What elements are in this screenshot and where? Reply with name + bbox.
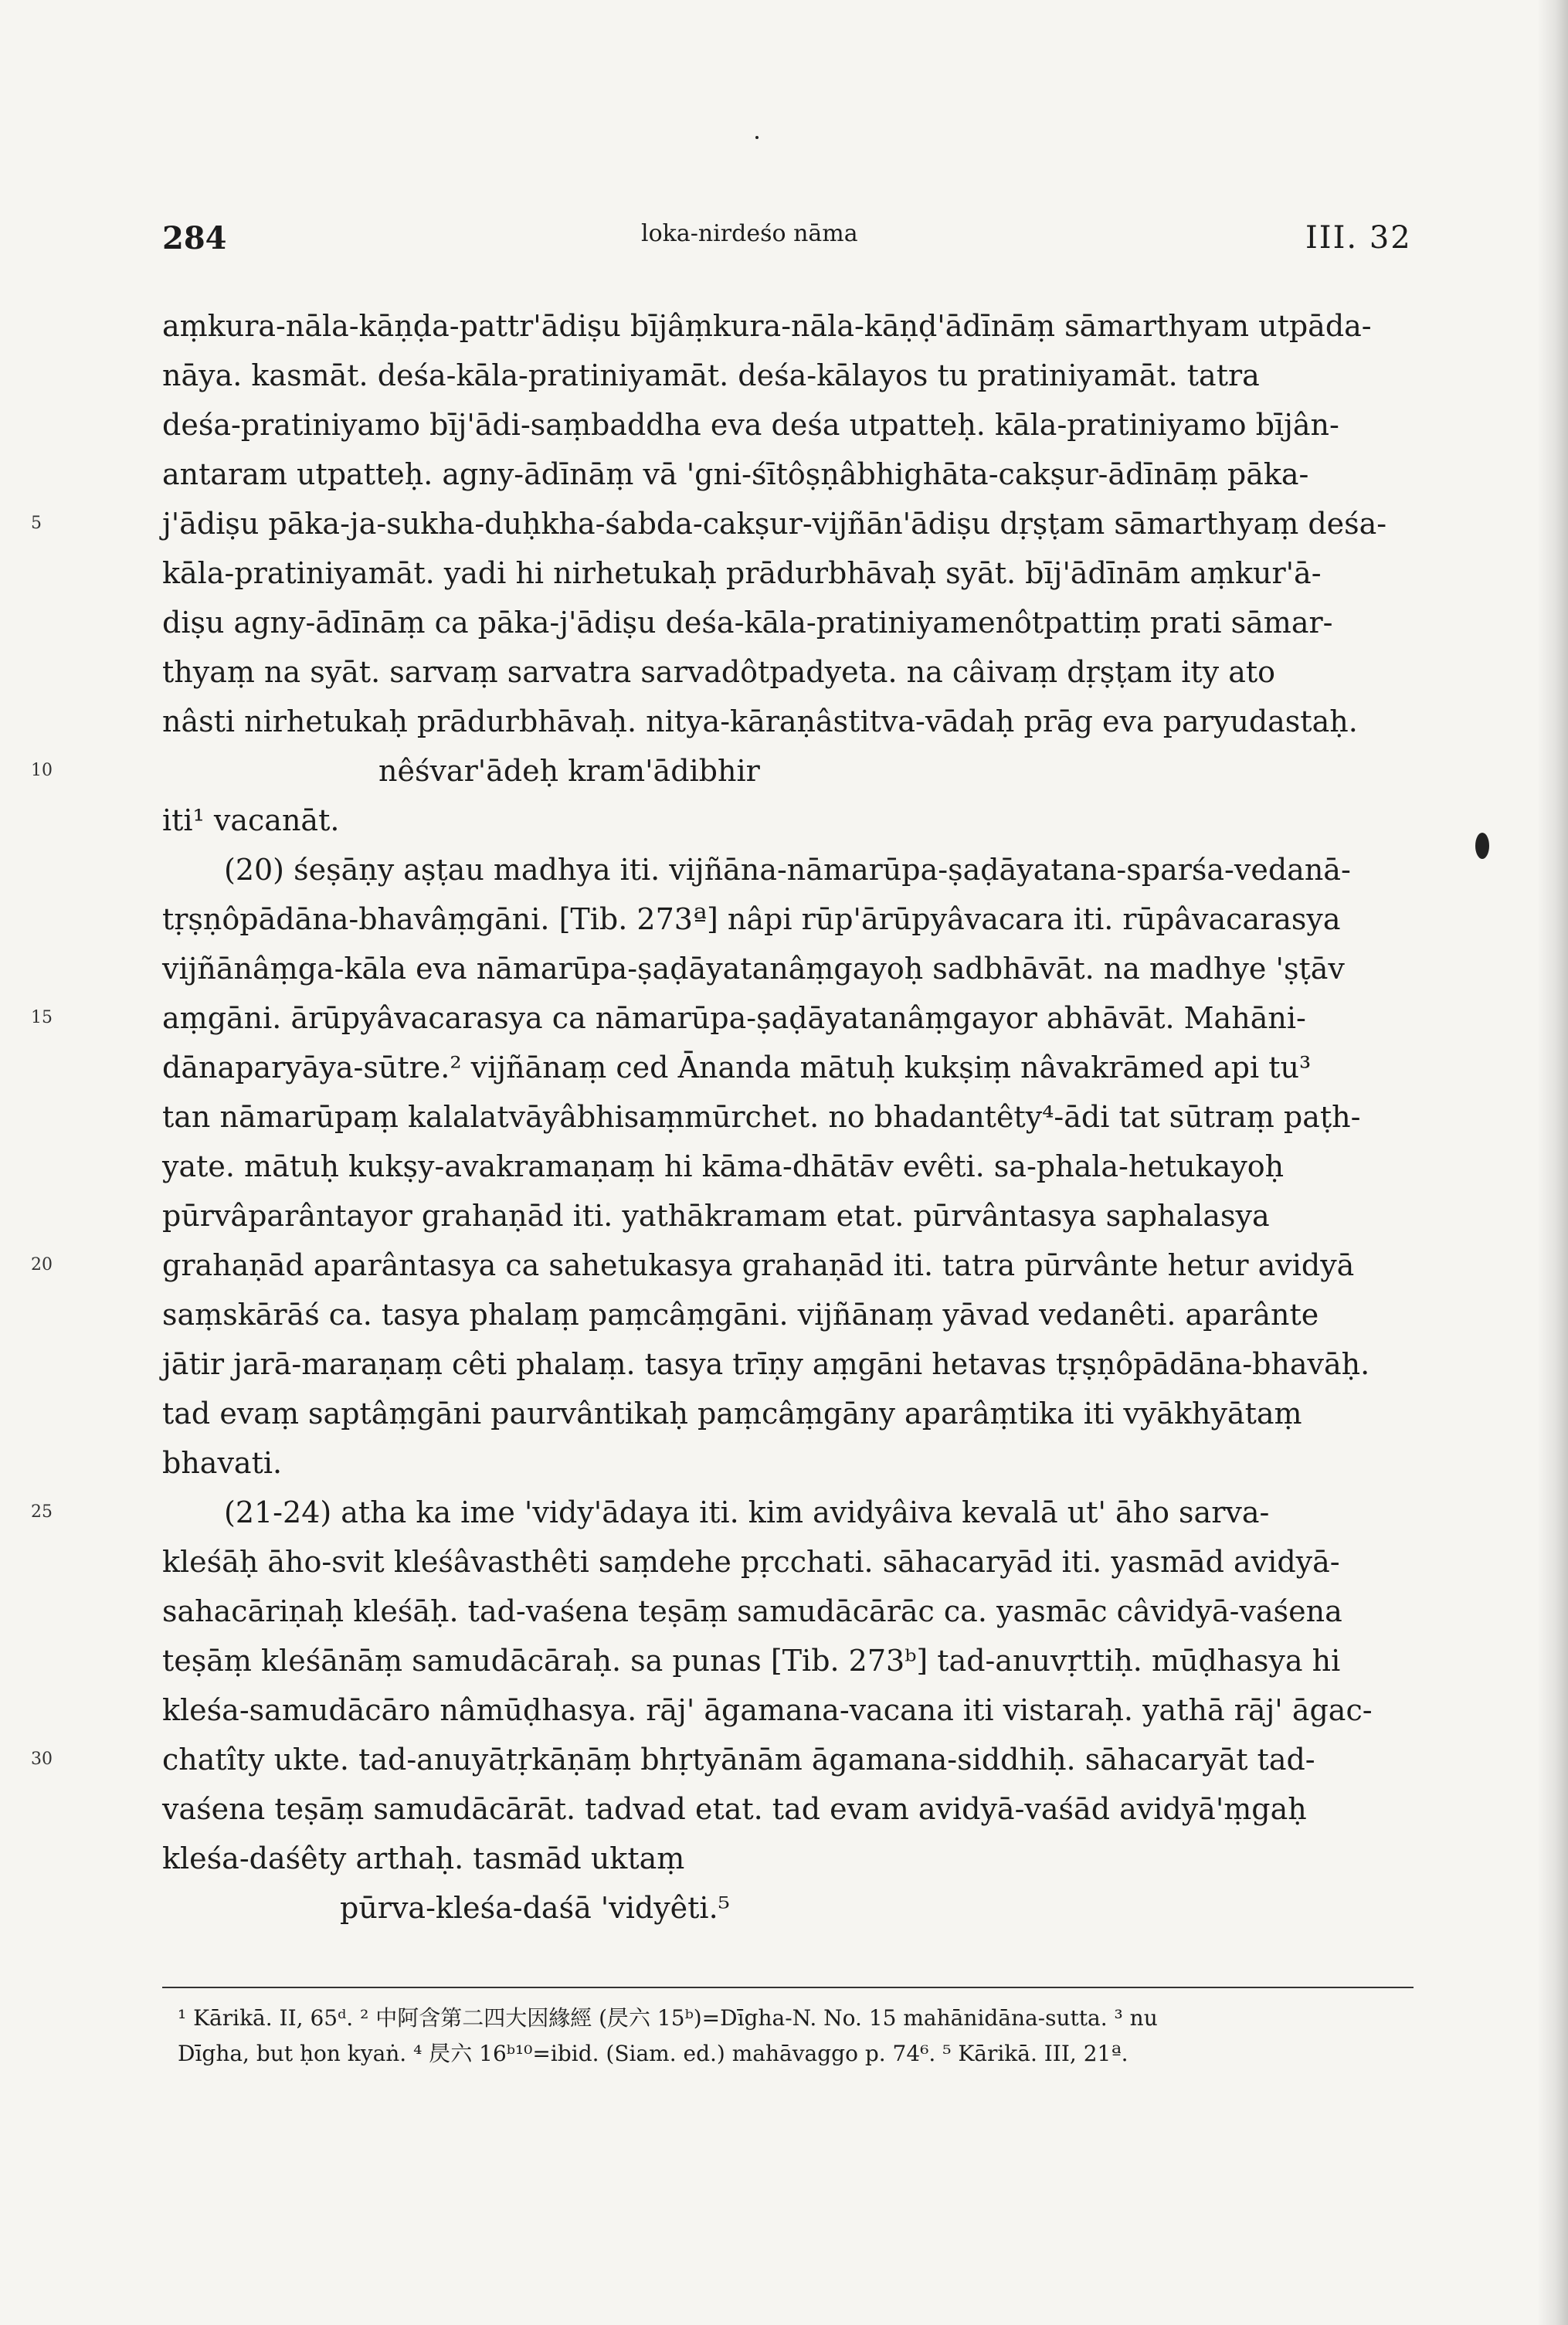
line-text: dānaparyāya-sūtre.² vijñānaṃ ced Ānanda mātuḥ kukṣiṃ nâvakrāmed api tu³ <box>162 1050 1312 1084</box>
line-text: sahacāriṇaḥ kleśāḥ. tad-vaśena teṣāṃ samudācārāc ca. yasmāc câvidyā-vaśena <box>162 1594 1342 1628</box>
line-text: j'ādiṣu pāka-ja-sukha-duḥkha-śabda-cakṣur-vijñān'ādiṣu dṛṣṭam sāmarthyaṃ deśa- <box>162 507 1387 541</box>
text-line <box>162 944 1414 993</box>
page-number: 284 <box>162 220 227 256</box>
text-line <box>31 746 1414 796</box>
footnote-line: ¹ Kārikā. II, 65ᵈ. ² 中阿含第二四大因緣經 (昃六 15ᵇ)=Dīgha-N. No. 15 mahānidāna-sutta. ³ nu <box>178 2005 1158 2031</box>
footnote-line: Dīgha, but ḥon kyaṅ. ⁴ 昃六 16ᵇ¹⁰=ibid. (Siam. ed.) mahāvaggo p. 74⁶. ⁵ Kārikā. III, 21ª. <box>178 2041 1128 2066</box>
line-text: thyaṃ na syāt. sarvaṃ sarvatra sarvadôtpadyeta. na câivaṃ dṛṣṭam ity ato <box>162 655 1276 689</box>
line-text: tan nāmarūpaṃ kalalatvāyâbhisaṃmūrchet. no bhadantêty⁴-ādi tat sūtraṃ paṭh- <box>162 1100 1361 1134</box>
line-text: nêśvar'ādeḥ kram'ādibhir <box>378 754 760 788</box>
line-text: tad evaṃ saptâṃgāni paurvântikaḥ paṃcâṃgāny aparâṃtika iti vyākhyātaṃ <box>162 1397 1302 1431</box>
footnote-rule <box>162 1987 1414 1988</box>
line-text: pūrvâparântayor grahaṇād iti. yathākramam etat. pūrvântasya saphalasya <box>162 1199 1270 1233</box>
line-number: 10 <box>31 761 53 780</box>
line-text: saṃskārāś ca. tasya phalaṃ paṃcâṃgāni. vijñānaṃ yāvad vedanêti. aparânte <box>162 1298 1319 1332</box>
line-text: aṃkura-nāla-kāṇḍa-pattr'ādiṣu bījâṃkura-nāla-kāṇḍ'ādīnāṃ sāmarthyam utpāda- <box>162 309 1372 343</box>
line-text: pūrva-kleśa-daśā 'vidyêti.⁵ <box>340 1891 730 1925</box>
text-line <box>162 1389 1414 1438</box>
line-text: deśa-pratiniyamo bīj'ādi-saṃbaddha eva deśa utpatteḥ. kāla-pratiniyamo bījân- <box>162 408 1339 442</box>
speck <box>755 136 759 139</box>
line-text: vijñānâṃga-kāla eva nāmarūpa-ṣaḍāyatanâṃgayoḥ sadbhāvāt. na madhye 'ṣṭāv <box>162 952 1345 986</box>
text-line <box>162 1883 1414 1933</box>
text-line <box>162 1685 1414 1735</box>
line-text: kleśa-daśêty arthaḥ. tasmād uktaṃ <box>162 1841 685 1875</box>
text-line <box>162 400 1414 450</box>
text-line <box>31 1488 1414 1537</box>
text-line <box>31 499 1414 548</box>
section-number: III. 32 <box>1305 220 1412 256</box>
text-line <box>162 1339 1414 1389</box>
margin-ink-mark <box>1475 833 1489 859</box>
text-line <box>162 1290 1414 1339</box>
line-text: teṣāṃ kleśānāṃ samudācāraḥ. sa punas [Tib. 273ᵇ] tad-anuvṛttiḥ. mūḍhasya hi <box>162 1644 1341 1678</box>
text-line <box>162 845 1414 894</box>
line-text: aṃgāni. ārūpyâvacarasya ca nāmarūpa-ṣaḍāyatanâṃgayor abhāvāt. Mahāni- <box>162 1001 1306 1035</box>
page-edge-shadow <box>1537 0 1568 2325</box>
line-number: 5 <box>31 514 42 533</box>
line-text: jātir jarā-maraṇaṃ cêti phalaṃ. tasya trīṇy aṃgāni hetavas tṛṣṇôpādāna-bhavāḥ. <box>162 1347 1370 1381</box>
text-line <box>162 301 1414 351</box>
line-text: (21-24) atha ka ime 'vidy'ādaya iti. kim avidyâiva kevalā ut' āho sarva- <box>224 1495 1270 1529</box>
text-line <box>31 1735 1414 1784</box>
text-line <box>162 697 1414 746</box>
line-text: kleśāḥ āho-svit kleśâvasthêti saṃdehe pṛcchati. sāhacaryād iti. yasmād avidyā- <box>162 1545 1340 1579</box>
text-line <box>162 1438 1414 1488</box>
line-text: tṛṣṇôpādāna-bhavâṃgāni. [Tib. 273ª] nâpi rūp'ārūpyâvacara iti. rūpâvacarasya <box>162 902 1341 936</box>
text-line <box>162 450 1414 499</box>
line-text: bhavati. <box>162 1446 283 1480</box>
line-text: diṣu agny-ādīnāṃ ca pāka-j'ādiṣu deśa-kāla-pratiniyamenôtpattiṃ prati sāmar- <box>162 606 1333 640</box>
text-line <box>162 1537 1414 1587</box>
line-text: kāla-pratiniyamāt. yadi hi nirhetukaḥ prādurbhāvaḥ syāt. bīj'ādīnām aṃkur'ā- <box>162 556 1322 590</box>
text-line <box>162 1142 1414 1191</box>
line-text: iti¹ vacanāt. <box>162 803 340 837</box>
line-text: (20) śeṣāṇy aṣṭau madhya iti. vijñāna-nāmarūpa-ṣaḍāyatana-sparśa-vedanā- <box>224 853 1351 887</box>
text-line <box>162 1043 1414 1092</box>
line-number: 20 <box>31 1255 53 1275</box>
text-line <box>162 598 1414 647</box>
line-number: 25 <box>31 1502 53 1522</box>
running-title: loka-nirdeśo nāma <box>641 220 858 247</box>
text-line <box>162 1834 1414 1883</box>
text-line <box>162 647 1414 697</box>
line-text: nāya. kasmāt. deśa-kāla-pratiniyamāt. deśa-kālayos tu pratiniyamāt. tatra <box>162 358 1260 392</box>
text-line <box>162 351 1414 400</box>
text-line <box>162 548 1414 598</box>
line-text: nâsti nirhetukaḥ prādurbhāvaḥ. nitya-kāraṇâstitva-vādaḥ prāg eva paryudastaḥ. <box>162 704 1358 738</box>
text-line <box>162 1587 1414 1636</box>
text-line <box>162 796 1414 845</box>
text-line <box>162 1784 1414 1834</box>
text-line <box>162 1636 1414 1685</box>
text-line <box>31 993 1414 1043</box>
text-line <box>162 1191 1414 1241</box>
footnotes <box>162 2001 1414 2072</box>
line-text: yate. mātuḥ kukṣy-avakramaṇaṃ hi kāma-dhātāv evêti. sa-phala-hetukayoḥ <box>162 1149 1285 1183</box>
main-text <box>31 301 1414 1933</box>
line-text: grahaṇād aparântasya ca sahetukasya grahaṇād iti. tatra pūrvânte hetur avidyā <box>162 1248 1355 1282</box>
line-text: vaśena teṣāṃ samudācārāt. tadvad etat. tad evam avidyā-vaśād avidyā'ṃgaḥ <box>162 1792 1307 1826</box>
line-number: 15 <box>31 1008 53 1027</box>
line-text: chatîty ukte. tad-anuyātṛkāṇāṃ bhṛtyānām āgamana-siddhiḥ. sāhacaryāt tad- <box>162 1743 1315 1777</box>
line-number: 30 <box>31 1750 53 1769</box>
line-text: antaram utpatteḥ. agny-ādīnāṃ vā 'gni-śītôṣṇâbhighāta-cakṣur-ādīnāṃ pāka- <box>162 457 1309 491</box>
text-line <box>162 1092 1414 1142</box>
text-line <box>31 1241 1414 1290</box>
text-line <box>162 894 1414 944</box>
line-text: kleśa-samudācāro nâmūḍhasya. rāj' āgamana-vacana iti vistaraḥ. yathā rāj' āgac- <box>162 1693 1373 1727</box>
